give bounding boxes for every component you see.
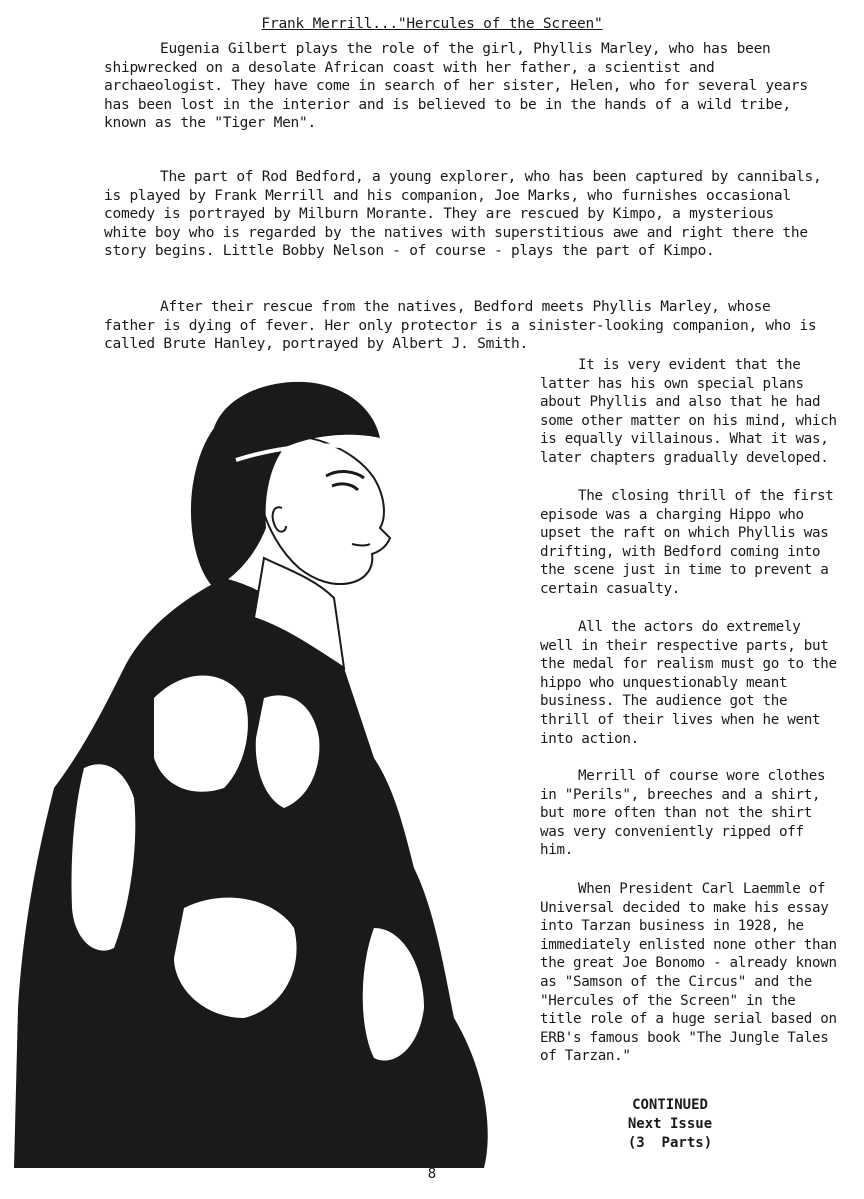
column-paragraph-2: The closing thrill of the first episode was a charging Hippo who upset the raft on which Phyllis was drifting, with Bedford coming into the scene just in time to prevent a certain casualty. — [540, 488, 834, 597]
column-paragraph-1: It is very evident that the latter has his own special plans about Phyllis and also that he had some other matter on his mind, which is equally villainous. What it was, later chapters gradually developed. — [540, 357, 837, 466]
column-paragraph-4: Merrill of course wore clothes in "Perils", breeches and a shirt, but more often than not the shirt was very conveniently ripped off him. — [540, 768, 826, 859]
next-issue-label: Next Issue — [627, 1116, 713, 1132]
paragraph-cast-intro: Eugenia Gilbert plays the role of the girl, Phyllis Marley, who has been shipwrecked on a desolate African coast with her father, a scientist and archaeologist. They have come in search of her sister, Helen, who for several years has been lost in the interior and is believed to be in the hands of a wild tribe, known as the "Tiger Men". — [104, 41, 808, 132]
parts-label: (3 Parts) — [627, 1135, 713, 1151]
page-title: Frank Merrill..."Hercules of the Screen" — [261, 16, 603, 32]
page-number: 8 — [427, 1166, 437, 1182]
paragraph-rescue: After their rescue from the natives, Bedford meets Phyllis Marley, whose father is dying of fever. Her only protector is a sinister-looking companion, who is called Brute Hanley, portrayed by Albert J. Smith. — [104, 299, 817, 353]
paragraph-rod-bedford: The part of Rod Bedford, a young explorer, who has been captured by cannibals, is played by Frank Merrill and his companion, Joe Marks, who furnishes occasional comedy is portrayed by Milburn Morante. They are rescued by Kimpo, a mysterious white boy who is regarded by the natives with superstitious awe and right there the story begins. Little Bobby Nelson - of course - plays the part of Kimpo. — [104, 169, 822, 260]
portrait-shirt-highlight — [154, 676, 248, 792]
column-paragraph-3: All the actors do extremely well in their respective parts, but the medal for realism must go to the hippo who unquestionably meant business. The audience got the thrill of their lives when he went into action. — [540, 619, 837, 747]
frank-merrill-portrait — [14, 368, 532, 1168]
column-paragraph-5: When President Carl Laemmle of Universal decided to make his essay into Tarzan business in 1928, he immediately enlisted none other than the great Joe Bonomo - already known as "Samson of the Circus" and the "Hercules of the Screen" in the title role of a huge serial based on ERB's famous book "The Jungle Tales of Tarzan." — [540, 881, 837, 1065]
continued-notice — [560, 1096, 780, 1153]
continued-label: CONTINUED — [632, 1097, 708, 1113]
